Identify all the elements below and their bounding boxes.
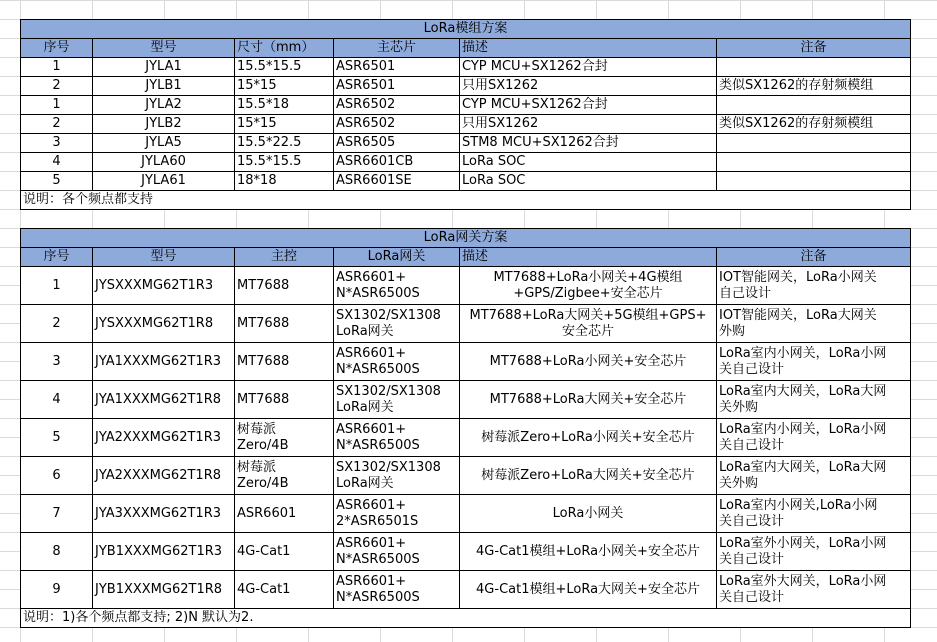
table-cell-col4: ASR6601+ 2*ASR6501S (334, 495, 460, 533)
table-cell-model: JYB1XXXMG62T1R8 (93, 571, 235, 609)
table-cell-model: JYB1XXXMG62T1R3 (93, 533, 235, 571)
table-row (21, 115, 911, 134)
table-row (21, 172, 911, 191)
table1-header-remark: 注备 (717, 39, 911, 58)
table-cell-index: 3 (21, 343, 93, 381)
gateway-table-title: LoRa网关方案 (21, 229, 911, 248)
table-cell-col4: SX1302/SX1308 LoRa网关 (334, 381, 460, 419)
table-cell-description: MT7688+LoRa小网关+安全芯片 (460, 343, 717, 381)
table-cell-index: 2 (21, 77, 93, 96)
table-cell-index: 1 (21, 96, 93, 115)
table-cell-model: JYLA2 (93, 96, 235, 115)
table1-header-col4: 主芯片 (334, 39, 460, 58)
table2-header-index: 序号 (21, 248, 93, 267)
table-cell-model: JYLA61 (93, 172, 235, 191)
table2-header-col3: 主控 (235, 248, 334, 267)
table-cell-col3: MT7688 (235, 381, 334, 419)
table2-header-col4: LoRa网关 (334, 248, 460, 267)
table-cell-model: JYA3XXXMG62T1R3 (93, 495, 235, 533)
table-cell-col4: ASR6505 (334, 134, 460, 153)
lora-module-table (20, 19, 911, 210)
gateway-table-note: 说明：1)各个频点都支持; 2)N 默认为2. (21, 609, 911, 628)
table-cell-index: 3 (21, 134, 93, 153)
table-cell-index: 2 (21, 115, 93, 134)
table-cell-model: JYA1XXXMG62T1R3 (93, 343, 235, 381)
table-cell-remark (717, 134, 911, 153)
table-cell-model: JYLB2 (93, 115, 235, 134)
table-cell-model: JYA1XXXMG62T1R8 (93, 381, 235, 419)
table-cell-col4: SX1302/SX1308 LoRa网关 (334, 305, 460, 343)
table-row (21, 153, 911, 172)
table-row (21, 571, 911, 609)
table-cell-description: STM8 MCU+SX1262合封 (460, 134, 717, 153)
table-cell-model: JYA2XXXMG62T1R8 (93, 457, 235, 495)
table-cell-model: JYLA5 (93, 134, 235, 153)
table-cell-description: MT7688+LoRa大网关+安全芯片 (460, 381, 717, 419)
table-cell-col3: 15.5*15.5 (235, 58, 334, 77)
table-cell-remark: IOT智能网关，LoRa大网关 外购 (717, 305, 911, 343)
table-cell-col3: 15.5*22.5 (235, 134, 334, 153)
table-cell-description: 4G-Cat1模组+LoRa大网关+安全芯片 (460, 571, 717, 609)
table-row (21, 381, 911, 419)
table-cell-col4: ASR6601+ N*ASR6500S (334, 533, 460, 571)
table-cell-description: 树莓派Zero+LoRa大网关+安全芯片 (460, 457, 717, 495)
table-cell-col4: ASR6502 (334, 115, 460, 134)
table-cell-remark (717, 58, 911, 77)
table-cell-index: 8 (21, 533, 93, 571)
module-table-title: LoRa模组方案 (21, 20, 911, 39)
table-cell-index: 4 (21, 381, 93, 419)
table-cell-col3: ASR6601 (235, 495, 334, 533)
table-cell-col4: SX1302/SX1308 LoRa网关 (334, 457, 460, 495)
table-cell-description: LoRa小网关 (460, 495, 717, 533)
table-row (21, 343, 911, 381)
table-cell-col4: ASR6601SE (334, 172, 460, 191)
table-cell-remark: LoRa室内大网关，LoRa大网 关外购 (717, 457, 911, 495)
table-cell-col3: 4G-Cat1 (235, 533, 334, 571)
table-cell-index: 9 (21, 571, 93, 609)
table-cell-col3: 15*15 (235, 115, 334, 134)
table1-header-model: 型号 (93, 39, 235, 58)
table-cell-index: 7 (21, 495, 93, 533)
table-cell-description: LoRa SOC (460, 172, 717, 191)
table-cell-description: 只用SX1262 (460, 77, 717, 96)
table-row (21, 533, 911, 571)
table-row (21, 457, 911, 495)
table-cell-description: MT7688+LoRa大网关+5G模组+GPS+ 安全芯片 (460, 305, 717, 343)
table-row (21, 305, 911, 343)
table-cell-model: JYA2XXXMG62T1R3 (93, 419, 235, 457)
table-cell-col4: ASR6502 (334, 96, 460, 115)
table-cell-col3: 树莓派 Zero/4B (235, 419, 334, 457)
table-cell-description: MT7688+LoRa小网关+4G模组 +GPS/Zigbee+安全芯片 (460, 267, 717, 305)
table-row (21, 77, 911, 96)
table-cell-model: JYLB1 (93, 77, 235, 96)
table-cell-index: 4 (21, 153, 93, 172)
table-cell-index: 5 (21, 419, 93, 457)
table-cell-col3: 15.5*15.5 (235, 153, 334, 172)
table-cell-col4: ASR6601+ N*ASR6500S (334, 571, 460, 609)
table-cell-col3: 15.5*18 (235, 96, 334, 115)
table-cell-remark (717, 153, 911, 172)
table-cell-col3: 18*18 (235, 172, 334, 191)
table1-header-col3: 尺寸（mm） (235, 39, 334, 58)
table-cell-col4: ASR6501 (334, 58, 460, 77)
table2-header-remark: 注备 (717, 248, 911, 267)
table-cell-index: 2 (21, 305, 93, 343)
table-row (21, 134, 911, 153)
table-cell-col3: MT7688 (235, 267, 334, 305)
table-cell-description: 树莓派Zero+LoRa小网关+安全芯片 (460, 419, 717, 457)
table-cell-remark: LoRa室内小网关,LoRa小网 关自己设计 (717, 495, 911, 533)
lora-gateway-table (20, 228, 911, 628)
table-cell-remark: LoRa室外小网关，LoRa小网 关自己设计 (717, 533, 911, 571)
table-cell-model: JYSXXXMG62T1R3 (93, 267, 235, 305)
table-cell-remark: IOT智能网关，LoRa小网关 自己设计 (717, 267, 911, 305)
table-cell-description: CYP MCU+SX1262合封 (460, 96, 717, 115)
table-cell-remark (717, 172, 911, 191)
table-cell-model: JYLA60 (93, 153, 235, 172)
table-cell-col4: ASR6501 (334, 77, 460, 96)
table-cell-remark: LoRa室内小网关，LoRa小网 关自己设计 (717, 419, 911, 457)
table2-header-description: 描述 (460, 248, 717, 267)
table-cell-col3: MT7688 (235, 343, 334, 381)
table-cell-index: 1 (21, 267, 93, 305)
table-cell-remark: 类似SX1262的存射频模组 (717, 115, 911, 134)
table-cell-description: 只用SX1262 (460, 115, 717, 134)
table2-header-model: 型号 (93, 248, 235, 267)
table-cell-remark: 类似SX1262的存射频模组 (717, 77, 911, 96)
table-cell-col3: 树莓派 Zero/4B (235, 457, 334, 495)
table-cell-description: LoRa SOC (460, 153, 717, 172)
table-row (21, 96, 911, 115)
table-cell-remark (717, 96, 911, 115)
table1-header-index: 序号 (21, 39, 93, 58)
table-row (21, 58, 911, 77)
table-cell-index: 6 (21, 457, 93, 495)
table-row (21, 267, 911, 305)
table-cell-index: 1 (21, 58, 93, 77)
table-cell-remark: LoRa室内大网关，LoRa大网 关外购 (717, 381, 911, 419)
table-cell-col4: ASR6601+ N*ASR6500S (334, 419, 460, 457)
table-cell-remark: LoRa室外大网关，LoRa小网 关自己设计 (717, 571, 911, 609)
module-table-note: 说明：各个频点都支持 (21, 191, 911, 210)
table-cell-col3: 15*15 (235, 77, 334, 96)
table-cell-model: JYSXXXMG62T1R8 (93, 305, 235, 343)
table-cell-description: CYP MCU+SX1262合封 (460, 58, 717, 77)
table-cell-col4: ASR6601+ N*ASR6500S (334, 267, 460, 305)
table-cell-index: 5 (21, 172, 93, 191)
table-cell-model: JYLA1 (93, 58, 235, 77)
table-cell-col4: ASR6601+ N*ASR6500S (334, 343, 460, 381)
table-cell-remark: LoRa室内小网关，LoRa小网 关自己设计 (717, 343, 911, 381)
table1-header-description: 描述 (460, 39, 717, 58)
table-cell-col4: ASR6601CB (334, 153, 460, 172)
table-cell-description: 4G-Cat1模组+LoRa小网关+安全芯片 (460, 533, 717, 571)
table-cell-col3: MT7688 (235, 305, 334, 343)
table-row (21, 495, 911, 533)
table-cell-col3: 4G-Cat1 (235, 571, 334, 609)
table-row (21, 419, 911, 457)
